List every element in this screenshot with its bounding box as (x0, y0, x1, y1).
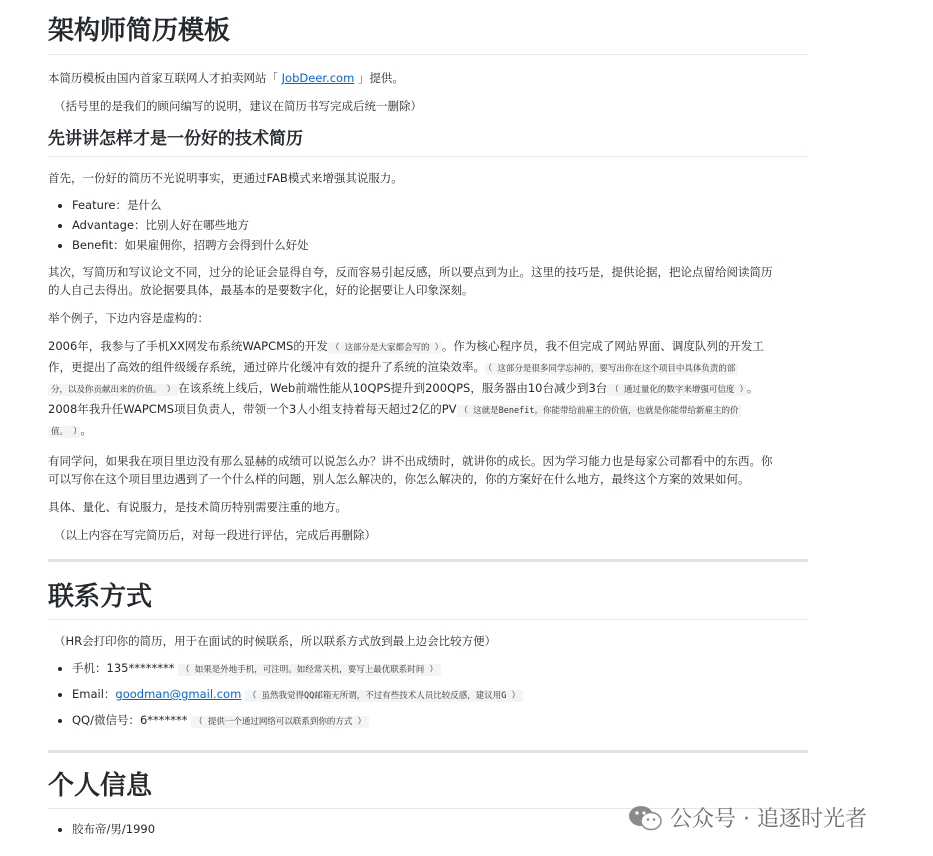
contact-note: （HR会打印你的简历，用于在面试的时候联系，所以联系方式放到最上边会比较方便） (54, 634, 497, 648)
phone-text: 手机：135******** (72, 661, 175, 675)
watermark-text: 公众号 · 追逐时光者 (670, 807, 867, 832)
fab-intro: 首先，一份好的简历不光说明事实，更通过FAB模式来增强其说服力。 (48, 171, 403, 185)
contact-heading: 联系方式 (48, 580, 808, 620)
intro-paragraph (48, 69, 808, 87)
email-comment: （ 虽然我觉得QQ邮箱无所谓，不过有些技术人员比较反感，建议用G ） (245, 690, 523, 702)
example-text: 2006年，我参与了手机XX网发布系统WAPCMS的开发 (48, 339, 328, 353)
contact-list (48, 656, 808, 734)
example-comment: （ 通过量化的数字来增强可信度 ） (607, 384, 747, 396)
qq-text: QQ/微信号：6******* (72, 713, 188, 727)
example-comment: （ 这就是Benefit。你能带给前雇主的价值，也就是你能带给新雇主的价 (457, 405, 742, 417)
section-heading-good-resume: 先讲讲怎样才是一份好的技术简历 (48, 127, 808, 157)
delete-note: （以上内容在写完简历后，对每一段进行评估，完成后再删除） (54, 528, 376, 542)
intro-suffix: 」提供。 (354, 71, 404, 85)
qq-comment: （ 提供一个通过网络可以联系到你的方式 ） (191, 716, 369, 728)
example-text: 作，更提出了高效的组件级缓存系统，通过碎片化缓冲有效的提升了系统的渲染效率。 (48, 360, 485, 374)
wechat-watermark (628, 802, 867, 833)
summary-paragraph: 具体、量化、有说服力，是技术简历特别需要注重的地方。 (48, 500, 347, 514)
example-text: 。 (80, 423, 92, 437)
example-text: 2008年我升任WAPCMS项目负责人，带领一个3人小组支持着每天超过2亿的PV (48, 402, 457, 416)
list-item-feature: • Feature：是什么 (72, 195, 808, 215)
intro-prefix: 本简历模板由国内首家互联网人才拍卖网站「 (48, 71, 282, 85)
list-item-advantage: • Advantage：比别人好在哪些地方 (72, 215, 808, 235)
email-link[interactable]: goodman@gmail.com (115, 687, 242, 701)
list-item-benefit: • Benefit：如果雇佣你，招聘方会得到什么好处 (72, 235, 808, 255)
phone-comment: （ 如果是外地手机，可注明。如经常关机，要写上最优联系时间 ） (178, 664, 441, 676)
growth-paragraph (48, 452, 808, 488)
example-comment: （ 这部分是很多同学忘掉的，要写出你在这个项目中具体负责的部 (485, 363, 738, 375)
contact-qq (72, 708, 808, 734)
jobdeer-link[interactable]: JobDeer.com (281, 71, 355, 85)
fab-list (48, 195, 808, 255)
section-divider (48, 750, 808, 753)
example-comment: 分，以及你贡献出来的价值。 ） (48, 384, 178, 396)
personal-info-item: • 胶布帝/男/1990 (72, 819, 808, 839)
resume-document (48, 0, 808, 839)
email-label: Email： (72, 687, 116, 701)
advisor-note: （括号里的是我们的顾问编写的说明，建议在简历书写完成后统一删除） (54, 99, 422, 113)
example-text: 。作为核心程序员，我不但完成了网站界面、调度队列的开发工 (441, 339, 764, 353)
example-comment: 值。 ） (48, 426, 80, 438)
personal-info-heading: 个人信息 (48, 769, 808, 809)
example-intro: 举个例子，下边内容是虚构的： (48, 311, 209, 325)
example-comment: （ 这部分是大家都会写的 ） (328, 342, 442, 354)
page-title: 架构师简历模板 (48, 0, 808, 55)
contact-email (72, 682, 808, 708)
section-divider (48, 559, 808, 562)
example-text: 。 (746, 381, 759, 395)
growth-line-1: 有同学问，如果我在项目里边没有那么显赫的成绩可以说怎么办？讲不出成绩时，就讲你的成长。因为学习能力也是每家公司都看中的东西。你 (48, 454, 773, 468)
contact-phone (72, 656, 808, 682)
example-text: 在该系统上线后，Web前端性能从10QPS提升到200QPS，服务器由10台减少到3台 (178, 381, 608, 395)
wechat-icon (628, 805, 662, 831)
argument-line-1: 其次，写简历和写议论文不同，过分的论证会显得自夸，反而容易引起反感，所以要点到为止。这里的技巧是，提供论据，把论点留给阅读简历 (48, 265, 773, 279)
argument-paragraph (48, 263, 808, 299)
example-paragraph (48, 337, 808, 442)
growth-line-2: 可以写你在这个项目里边遇到了一个什么样的问题，别人怎么解决的，你怎么解决的，你的方案好在什么地方，最终这个方案的效果如何。 (48, 472, 750, 486)
argument-line-2: 的人自己去得出。放论据要具体，最基本的是要数字化，好的论据要让人印象深刻。 (48, 283, 474, 297)
